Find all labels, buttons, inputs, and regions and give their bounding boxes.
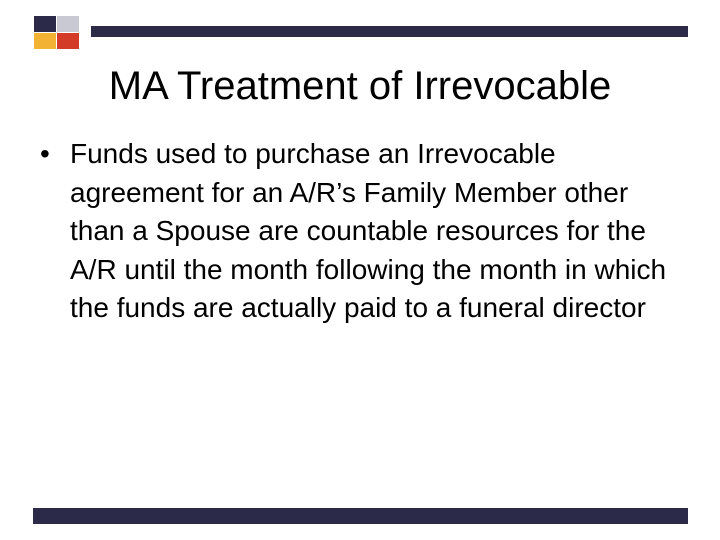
logo-square-gray [57,16,79,32]
bullet-list [0,135,720,328]
logo-square-gold [34,33,56,49]
top-accent-bar [91,26,688,37]
logo-square-navy [34,16,56,32]
bullet-marker: • [40,138,50,169]
bottom-accent-bar [33,508,688,524]
slide-title: MA Treatment of Irrevocable [108,64,612,108]
bullet-text: Funds used to purchase an Irrevocable agreement for an A/R’s Family Member other than a Spouse are countable resources for the A/R until the month following the month in which the funds are actually paid to a funeral director [70,138,667,323]
logo-square-red [57,33,79,49]
bullet-item [0,135,680,328]
